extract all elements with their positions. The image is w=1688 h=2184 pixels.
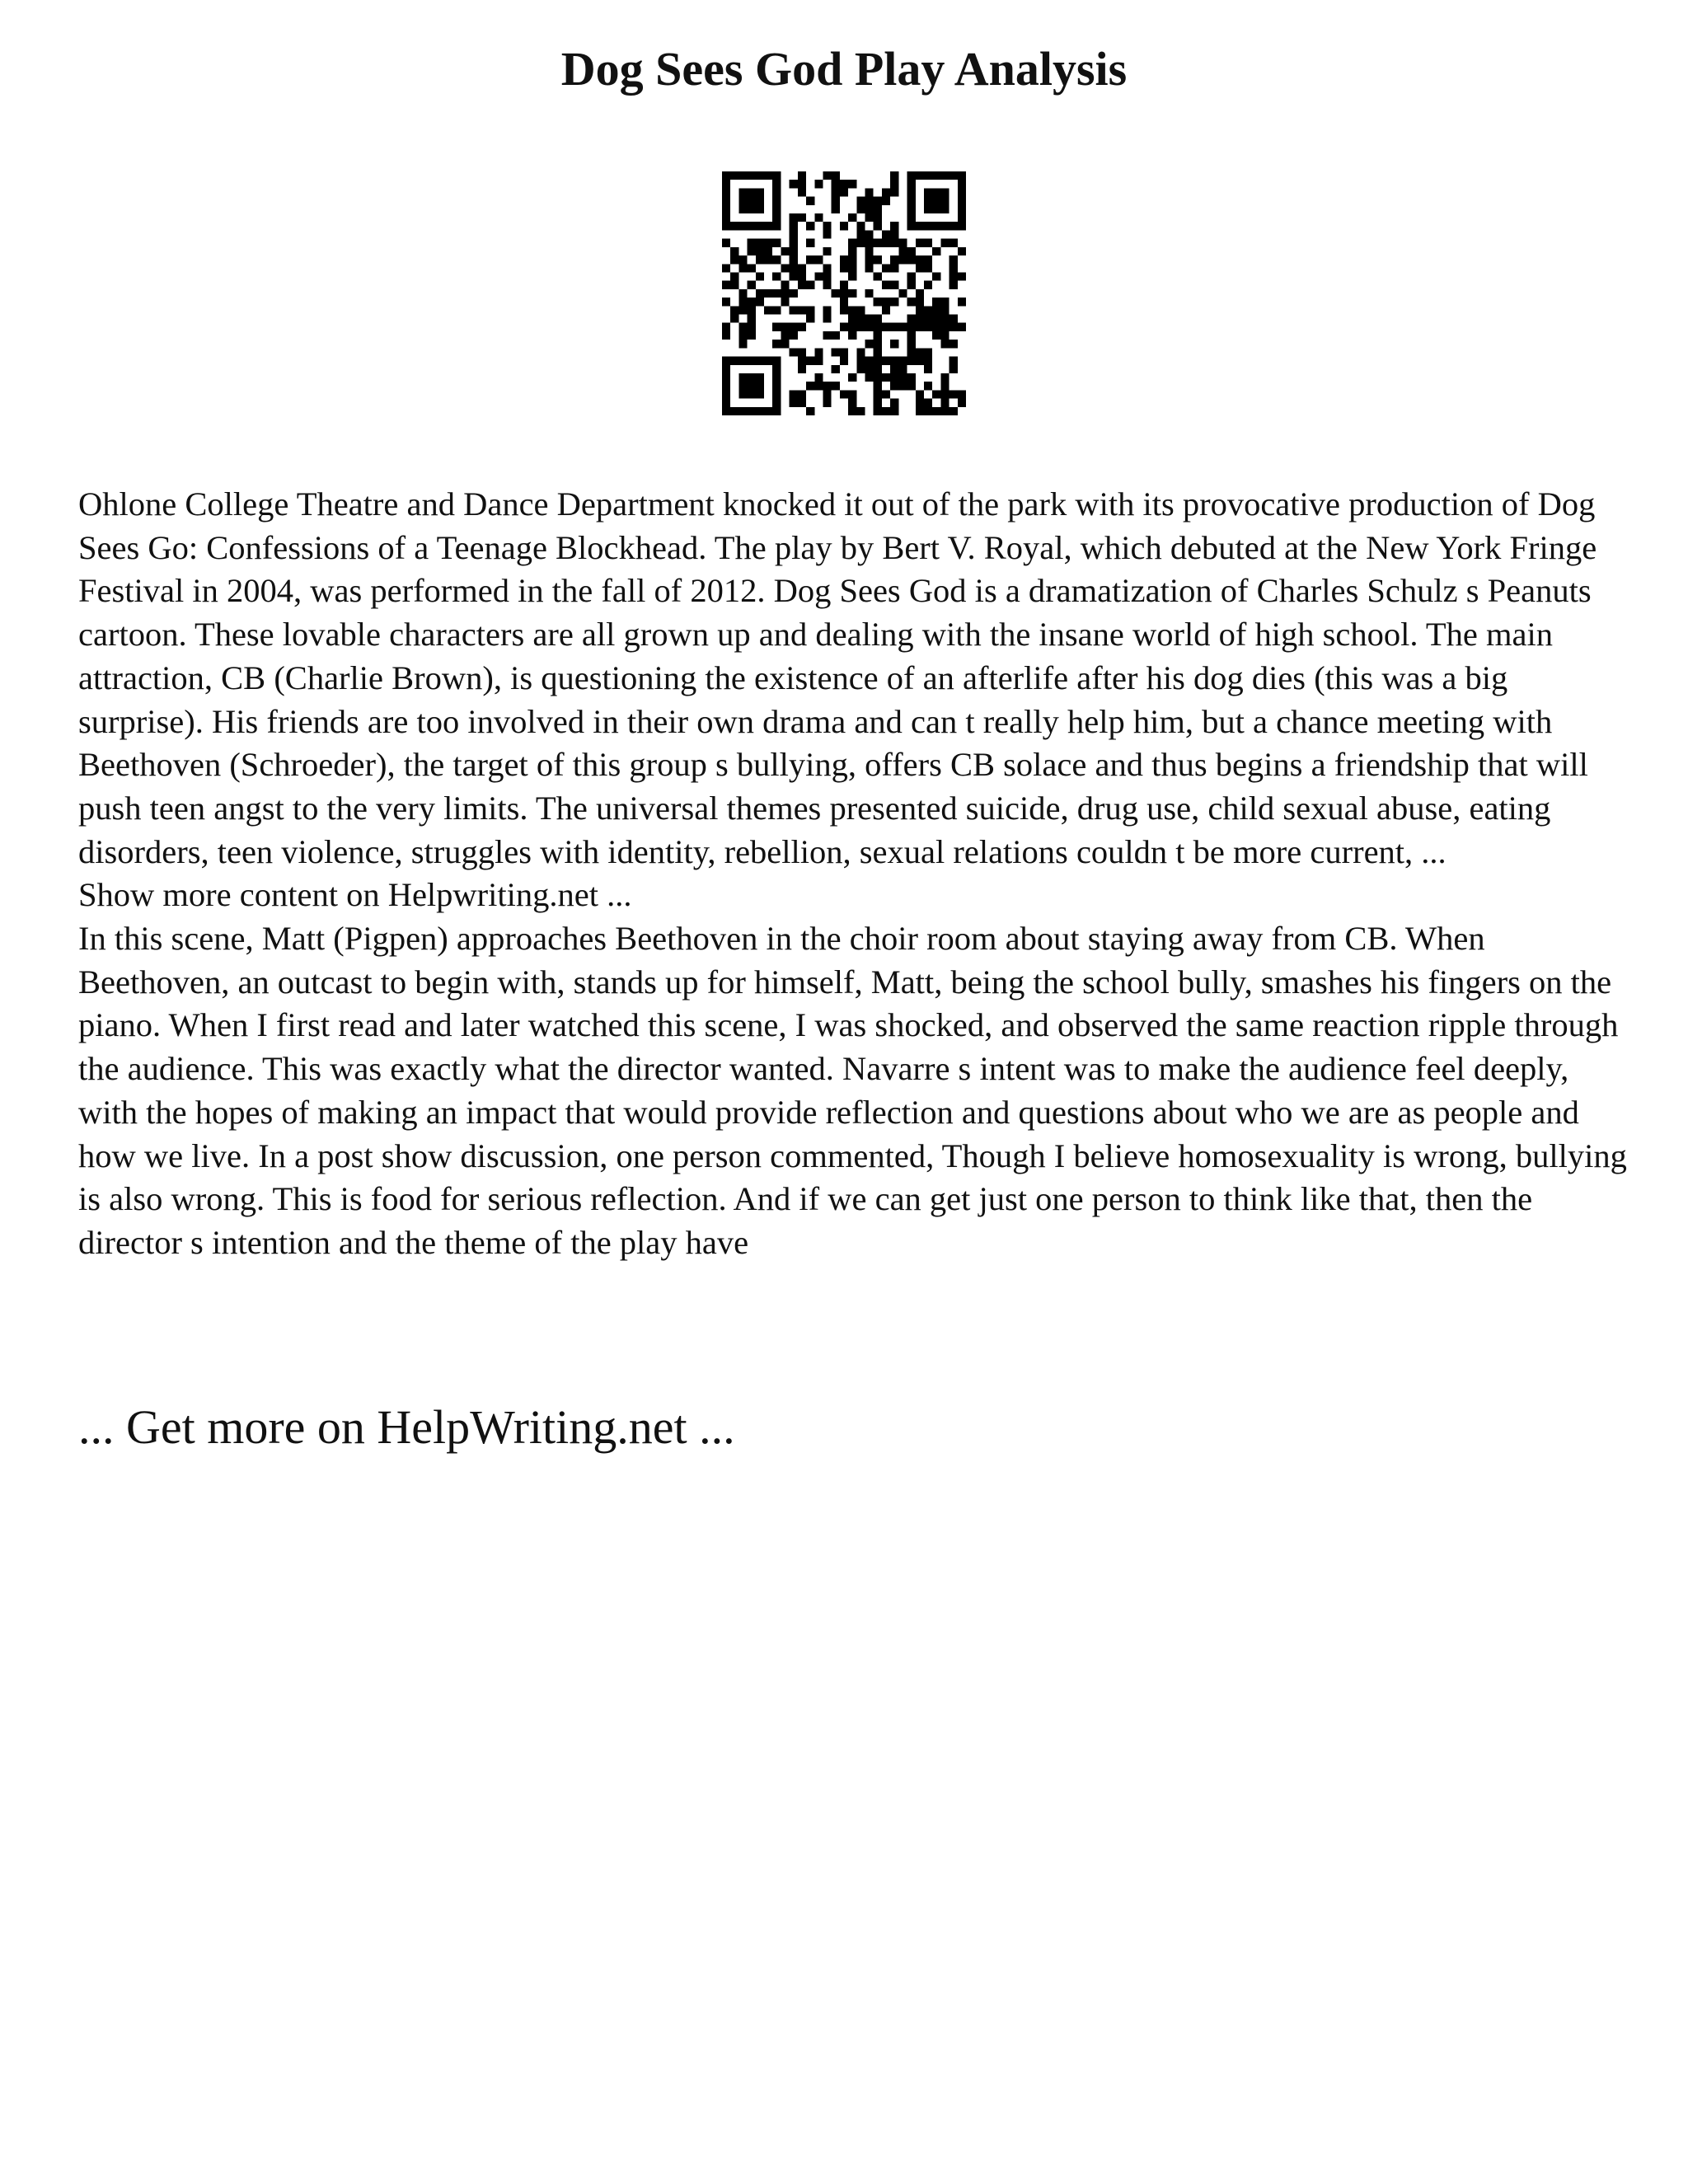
document-body [78, 483, 1628, 1265]
get-more-link[interactable]: ... Get more on HelpWriting.net ... [78, 1400, 735, 1454]
paragraph-intro: Ohlone College Theatre and Dance Department knocked it out of the park with its provocative production of Dog Sees Go: Confessions of a Teenage Blockhead. The play by Bert V. Royal, which debuted at the New York Fringe Festival in 2004, was performed in the fall of 2012. Dog Sees God is a dramatization of Charles Schulz s Peanuts cartoon. These lovable characters are all grown up and dealing with the insane world of high school. The main attraction, CB (Charlie Brown), is questioning the existence of an afterlife after his dog dies (this was a big surprise). His friends are too involved in their own drama and can t really help him, but a chance meeting with Beethoven (Schroeder), the target of this group s bullying, offers CB solace and thus begins a friendship that will push teen angst to the very limits. The universal themes presented suicide, drug use, child sexual abuse, eating disorders, teen violence, struggles with identity, rebellion, sexual relations couldn t be more current, ... [78, 485, 1597, 870]
paragraph-scene: In this scene, Matt (Pigpen) approaches Beethoven in the choir room about staying away from CB. When Beethoven, an outcast to begin with, stands up for himself, Matt, being the school bully, smashes his fingers on the piano. When I first read and later watched this scene, I was shocked, and observed the same reaction ripple through the audience. This was exactly what the director wanted. Navarre s intent was to make the audience feel deeply, with the hopes of making an impact that would provide reflection and questions about who we are as people and how we live. In a post show discussion, one person commented, Though I believe homosexuality is wrong, bullying is also wrong. This is food for serious reflection. And if we can get just one person to think like that, then the director s intention and the theme of the play have [78, 920, 1627, 1261]
show-more-link[interactable]: Show more content on Helpwriting.net ... [78, 876, 632, 914]
qr-code [722, 171, 966, 415]
page-title: Dog Sees God Play Analysis [560, 42, 1128, 96]
